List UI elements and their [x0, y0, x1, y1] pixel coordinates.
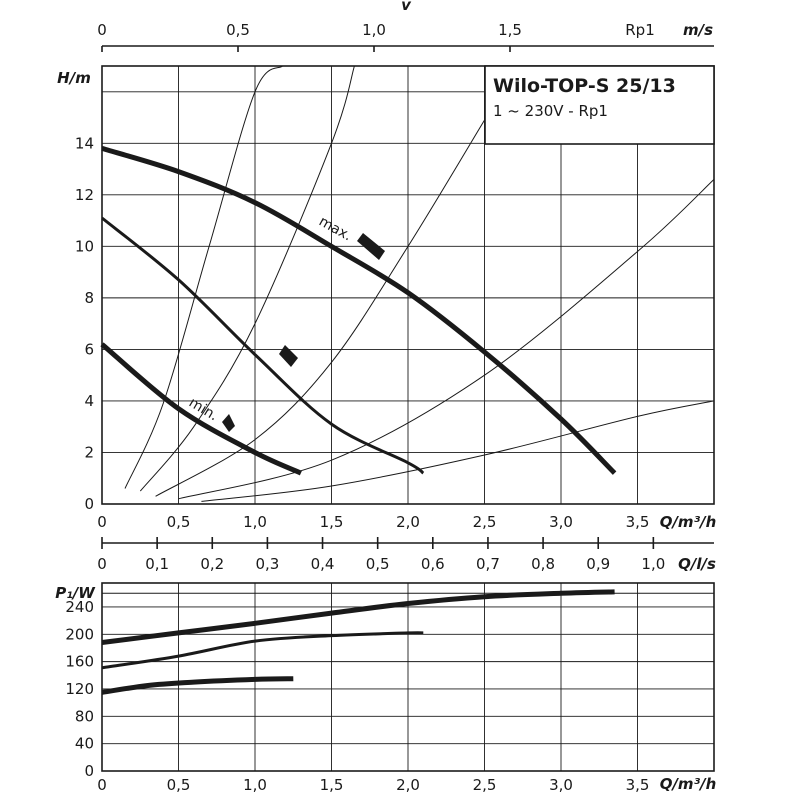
power-x-tick-label: 2,0	[396, 776, 420, 794]
head-y-tick-label: 14	[74, 134, 94, 153]
velocity-axis-annotation: Rp1	[625, 21, 655, 39]
head-y-tick-label: 12	[74, 185, 94, 204]
head-y-tick-label: 8	[84, 288, 94, 307]
power-x-tick-label: 2,5	[472, 776, 497, 794]
max-curve-label: max.	[316, 213, 355, 245]
flow-ls-axis	[97, 537, 716, 573]
velocity-tick-label: 1,5	[498, 21, 522, 39]
head-chart	[57, 66, 716, 531]
velocity-axis	[97, 0, 714, 52]
power-x-tick-label: 0,5	[166, 776, 191, 794]
power-x-tick-label: 3,5	[625, 776, 650, 794]
chart-subtitle: 1 ~ 230V - Rp1	[493, 102, 608, 120]
head-y-tick-label: 10	[74, 237, 94, 256]
chart-title: Wilo-TOP-S 25/13	[493, 75, 676, 97]
power-y-tick-label: 120	[65, 679, 94, 698]
head-x-tick-label: 0	[97, 513, 107, 531]
velocity-tick-label: 0	[97, 21, 107, 39]
head-axis-label: H/m	[57, 69, 91, 87]
flow-ls-tick-label: 0	[97, 555, 107, 573]
flow-ls-tick-label: 1,0	[641, 555, 666, 573]
flow-ls-tick-label: 0,3	[255, 555, 280, 573]
velocity-tick-label: 1,0	[362, 21, 386, 39]
power-y-tick-label: 0	[84, 762, 94, 780]
head-x-tick-label: 2,5	[472, 513, 497, 531]
flow-ls-tick-label: 0,2	[200, 555, 225, 573]
flow-ls-tick-label: 0,7	[476, 555, 500, 573]
velocity-tick-label: 0,5	[226, 21, 250, 39]
head-x-tick-label: 1,0	[243, 513, 267, 531]
flow-ls-tick-label: 0,4	[310, 555, 335, 573]
power-y-tick-label: 200	[65, 625, 94, 644]
system-curve	[156, 120, 485, 496]
flow-ls-tick-label: 0,1	[145, 555, 170, 573]
flow-ls-tick-label: 0,6	[420, 555, 445, 573]
mid-speed-marker	[279, 345, 298, 367]
flow-ls-tick-label: 0,5	[365, 555, 390, 573]
system-curve	[179, 179, 715, 498]
power-axis-label: P₁/W	[55, 584, 95, 602]
power-x-axis-label: Q/m³/h	[659, 775, 717, 793]
power-x-tick-label: 3,0	[549, 776, 573, 794]
velocity-axis-label: v	[401, 0, 411, 14]
head-y-tick-label: 6	[84, 340, 94, 359]
head-y-tick-label: 0	[84, 495, 94, 513]
power-x-tick-label: 0	[97, 776, 107, 794]
power-y-tick-label: 40	[74, 734, 94, 753]
head-x-tick-label: 3,5	[625, 513, 650, 531]
head-x-ticks	[97, 513, 649, 531]
head-y-ticks	[75, 134, 94, 513]
power-y-tick-label: 160	[65, 652, 94, 671]
head-x-tick-label: 2,0	[396, 513, 420, 531]
head-x-tick-label: 0,5	[166, 513, 191, 531]
power-y-tick-label: 80	[74, 707, 94, 726]
power-x-ticks	[97, 776, 649, 794]
min-power-curve	[102, 679, 293, 693]
head-y-tick-label: 4	[84, 391, 94, 410]
min-curve-label: min.	[185, 394, 221, 425]
min-speed-marker	[222, 414, 235, 432]
system-curve	[140, 66, 354, 491]
power-x-tick-label: 1,0	[243, 776, 267, 794]
power-x-tick-label: 1,5	[319, 776, 344, 794]
power-y-tick-label: 240	[65, 597, 94, 616]
head-x-tick-label: 3,0	[549, 513, 573, 531]
flow-ls-tick-label: 0,9	[586, 555, 611, 573]
flow-ls-axis-label: Q/l/s	[678, 555, 716, 573]
velocity-axis-unit: m/s	[682, 21, 714, 39]
power-chart	[55, 583, 716, 794]
power-grid	[102, 583, 714, 771]
head-x-axis-label: Q/m³/h	[659, 513, 717, 531]
head-y-tick-label: 2	[84, 443, 94, 462]
flow-ls-tick-label: 0,8	[531, 555, 556, 573]
head-x-tick-label: 1,5	[319, 513, 344, 531]
power-y-ticks	[65, 598, 94, 780]
velocity-ticks	[97, 21, 522, 52]
